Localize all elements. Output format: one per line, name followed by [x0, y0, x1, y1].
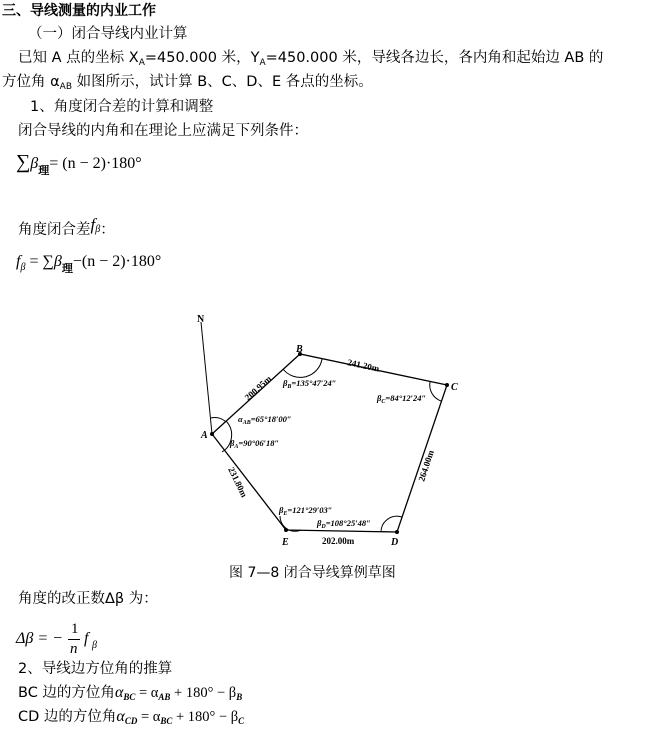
step2-title: 2、导线边方位角的推算	[18, 661, 173, 677]
angle-d-arc	[381, 516, 402, 532]
alpha-ab-subscript: AB	[158, 692, 171, 702]
angle-e-value: =121°29′03″	[287, 505, 333, 515]
angle-e-label	[278, 505, 332, 517]
side-cd-length: 264.00m	[416, 448, 436, 483]
problem-text: 如图所示，试计算 B、C、D、E 各点的坐标。	[72, 74, 373, 90]
closure-symbol: f	[90, 215, 96, 234]
sum-symbol: ∑	[16, 151, 31, 173]
point-a-label: A	[201, 430, 208, 441]
ya-subscript: A	[259, 58, 266, 68]
side-ea-length: 231.80m	[226, 465, 250, 499]
alpha-symbol: α	[114, 684, 124, 701]
side-de-length: 202.00m	[322, 536, 355, 546]
angle-b-value: =135°47′24″	[291, 378, 337, 388]
angle-d-subscript: D	[321, 524, 326, 530]
beta-symbol: β	[283, 378, 288, 388]
section-title: 三、导线测量的内业工作	[2, 3, 156, 19]
alpha-symbol: α	[238, 414, 243, 424]
beta-symbol: β	[279, 505, 284, 515]
plus-180-minus-beta: + 180° − β	[172, 709, 239, 725]
point-a-marker	[210, 432, 214, 436]
beta-symbol: β	[230, 438, 235, 448]
closure-label: 角度闭合差	[18, 222, 91, 238]
beta-symbol: β	[53, 253, 62, 270]
alpha-bc-subscript: BC	[160, 716, 173, 726]
problem-text: 已知 A 点的坐标 X	[18, 50, 139, 66]
fraction-denominator: n	[70, 641, 78, 657]
point-d-label: D	[391, 537, 399, 548]
angle-b-arc	[283, 359, 322, 377]
f-symbol: f	[84, 630, 89, 647]
figure-caption: 图 7—8 闭合导线算例草图	[229, 565, 396, 581]
north-label: N	[197, 314, 205, 325]
equals-alpha: = α	[135, 685, 159, 701]
beta-symbol: β	[377, 393, 382, 403]
angle-d-label	[316, 518, 371, 530]
beta-symbol: β	[30, 155, 39, 172]
angle-b-subscript: B	[287, 384, 292, 390]
equals-alpha: = α	[137, 709, 161, 725]
formula-rhs: −(n − 2)·180°	[72, 253, 162, 270]
angle-e-arc	[280, 516, 301, 531]
closure-colon: ：	[100, 222, 115, 238]
angle-a-value: =90°06′18″	[238, 438, 280, 448]
angle-c-value: =84°12′24″	[385, 393, 427, 403]
cd-azimuth-line	[18, 709, 244, 726]
equals-sum: = ∑	[25, 253, 54, 270]
alpha-symbol: α	[116, 708, 125, 725]
point-c-marker	[445, 383, 449, 387]
beta-symbol: β	[317, 518, 322, 528]
f-subscript: β	[20, 262, 26, 273]
formula-rhs: = (n − 2)·180°	[49, 155, 142, 172]
angle-e-subscript: E	[283, 511, 288, 517]
bc-label: BC 边的方位角	[18, 685, 115, 701]
alpha-ab-label	[238, 414, 292, 426]
problem-text: =450.000 米，导线各边长，各内角和起始边 AB 的	[265, 50, 604, 66]
correction-text: 角度的改正数Δβ 为：	[18, 591, 158, 607]
closure-subscript: β	[95, 224, 101, 235]
step1-text: 闭合导线的内角和在理论上应满足下列条件：	[18, 123, 308, 139]
angle-b-label	[282, 378, 336, 390]
theory-subscript: 理	[38, 165, 50, 177]
plus-180-minus-beta: + 180° − β	[170, 685, 237, 701]
angle-d-value: =108°25′48″	[325, 518, 371, 528]
subsection-title: （一）闭合导线内业计算	[28, 26, 188, 42]
angle-c-arc	[430, 382, 441, 401]
problem-text: =450.000 米，Y	[144, 50, 260, 66]
beta-b-subscript: B	[236, 692, 243, 702]
point-b-label: B	[296, 344, 303, 355]
alpha-cd-subscript: CD	[124, 716, 138, 726]
cd-label: CD 边的方位角	[18, 709, 117, 725]
step1-title: 1、角度闭合差的计算和调整	[30, 99, 214, 115]
angle-c-subscript: C	[381, 399, 386, 405]
xa-subscript: A	[138, 58, 145, 68]
alpha-subscript: AB	[59, 82, 73, 92]
alpha-value: =65°18′00″	[250, 414, 292, 424]
point-c-label: C	[451, 382, 458, 393]
formula-lhs: Δβ = −	[16, 630, 63, 647]
side-ab-length: 200.95m	[242, 373, 274, 403]
side-bc-length: 241.20m	[346, 357, 381, 374]
north-line	[201, 322, 212, 434]
f-symbol: f	[16, 253, 21, 270]
alpha-bc-subscript: BC	[123, 692, 136, 702]
alpha-subscript: AB	[242, 420, 251, 426]
point-e-label: E	[282, 537, 289, 548]
bc-azimuth-line	[18, 685, 242, 702]
fraction-numerator: 1	[71, 621, 79, 637]
problem-text: 方位角 α	[2, 74, 60, 90]
f-subscript: β	[92, 640, 97, 651]
theory-subscript: 理	[61, 263, 73, 275]
alpha-arc	[211, 418, 226, 422]
beta-c-subscript: C	[238, 716, 245, 726]
angle-c-label	[376, 393, 426, 405]
fraction-bar	[68, 639, 80, 640]
angle-a-subscript: A	[234, 444, 239, 450]
angle-a-label	[229, 438, 279, 450]
point-d-marker	[395, 530, 399, 534]
